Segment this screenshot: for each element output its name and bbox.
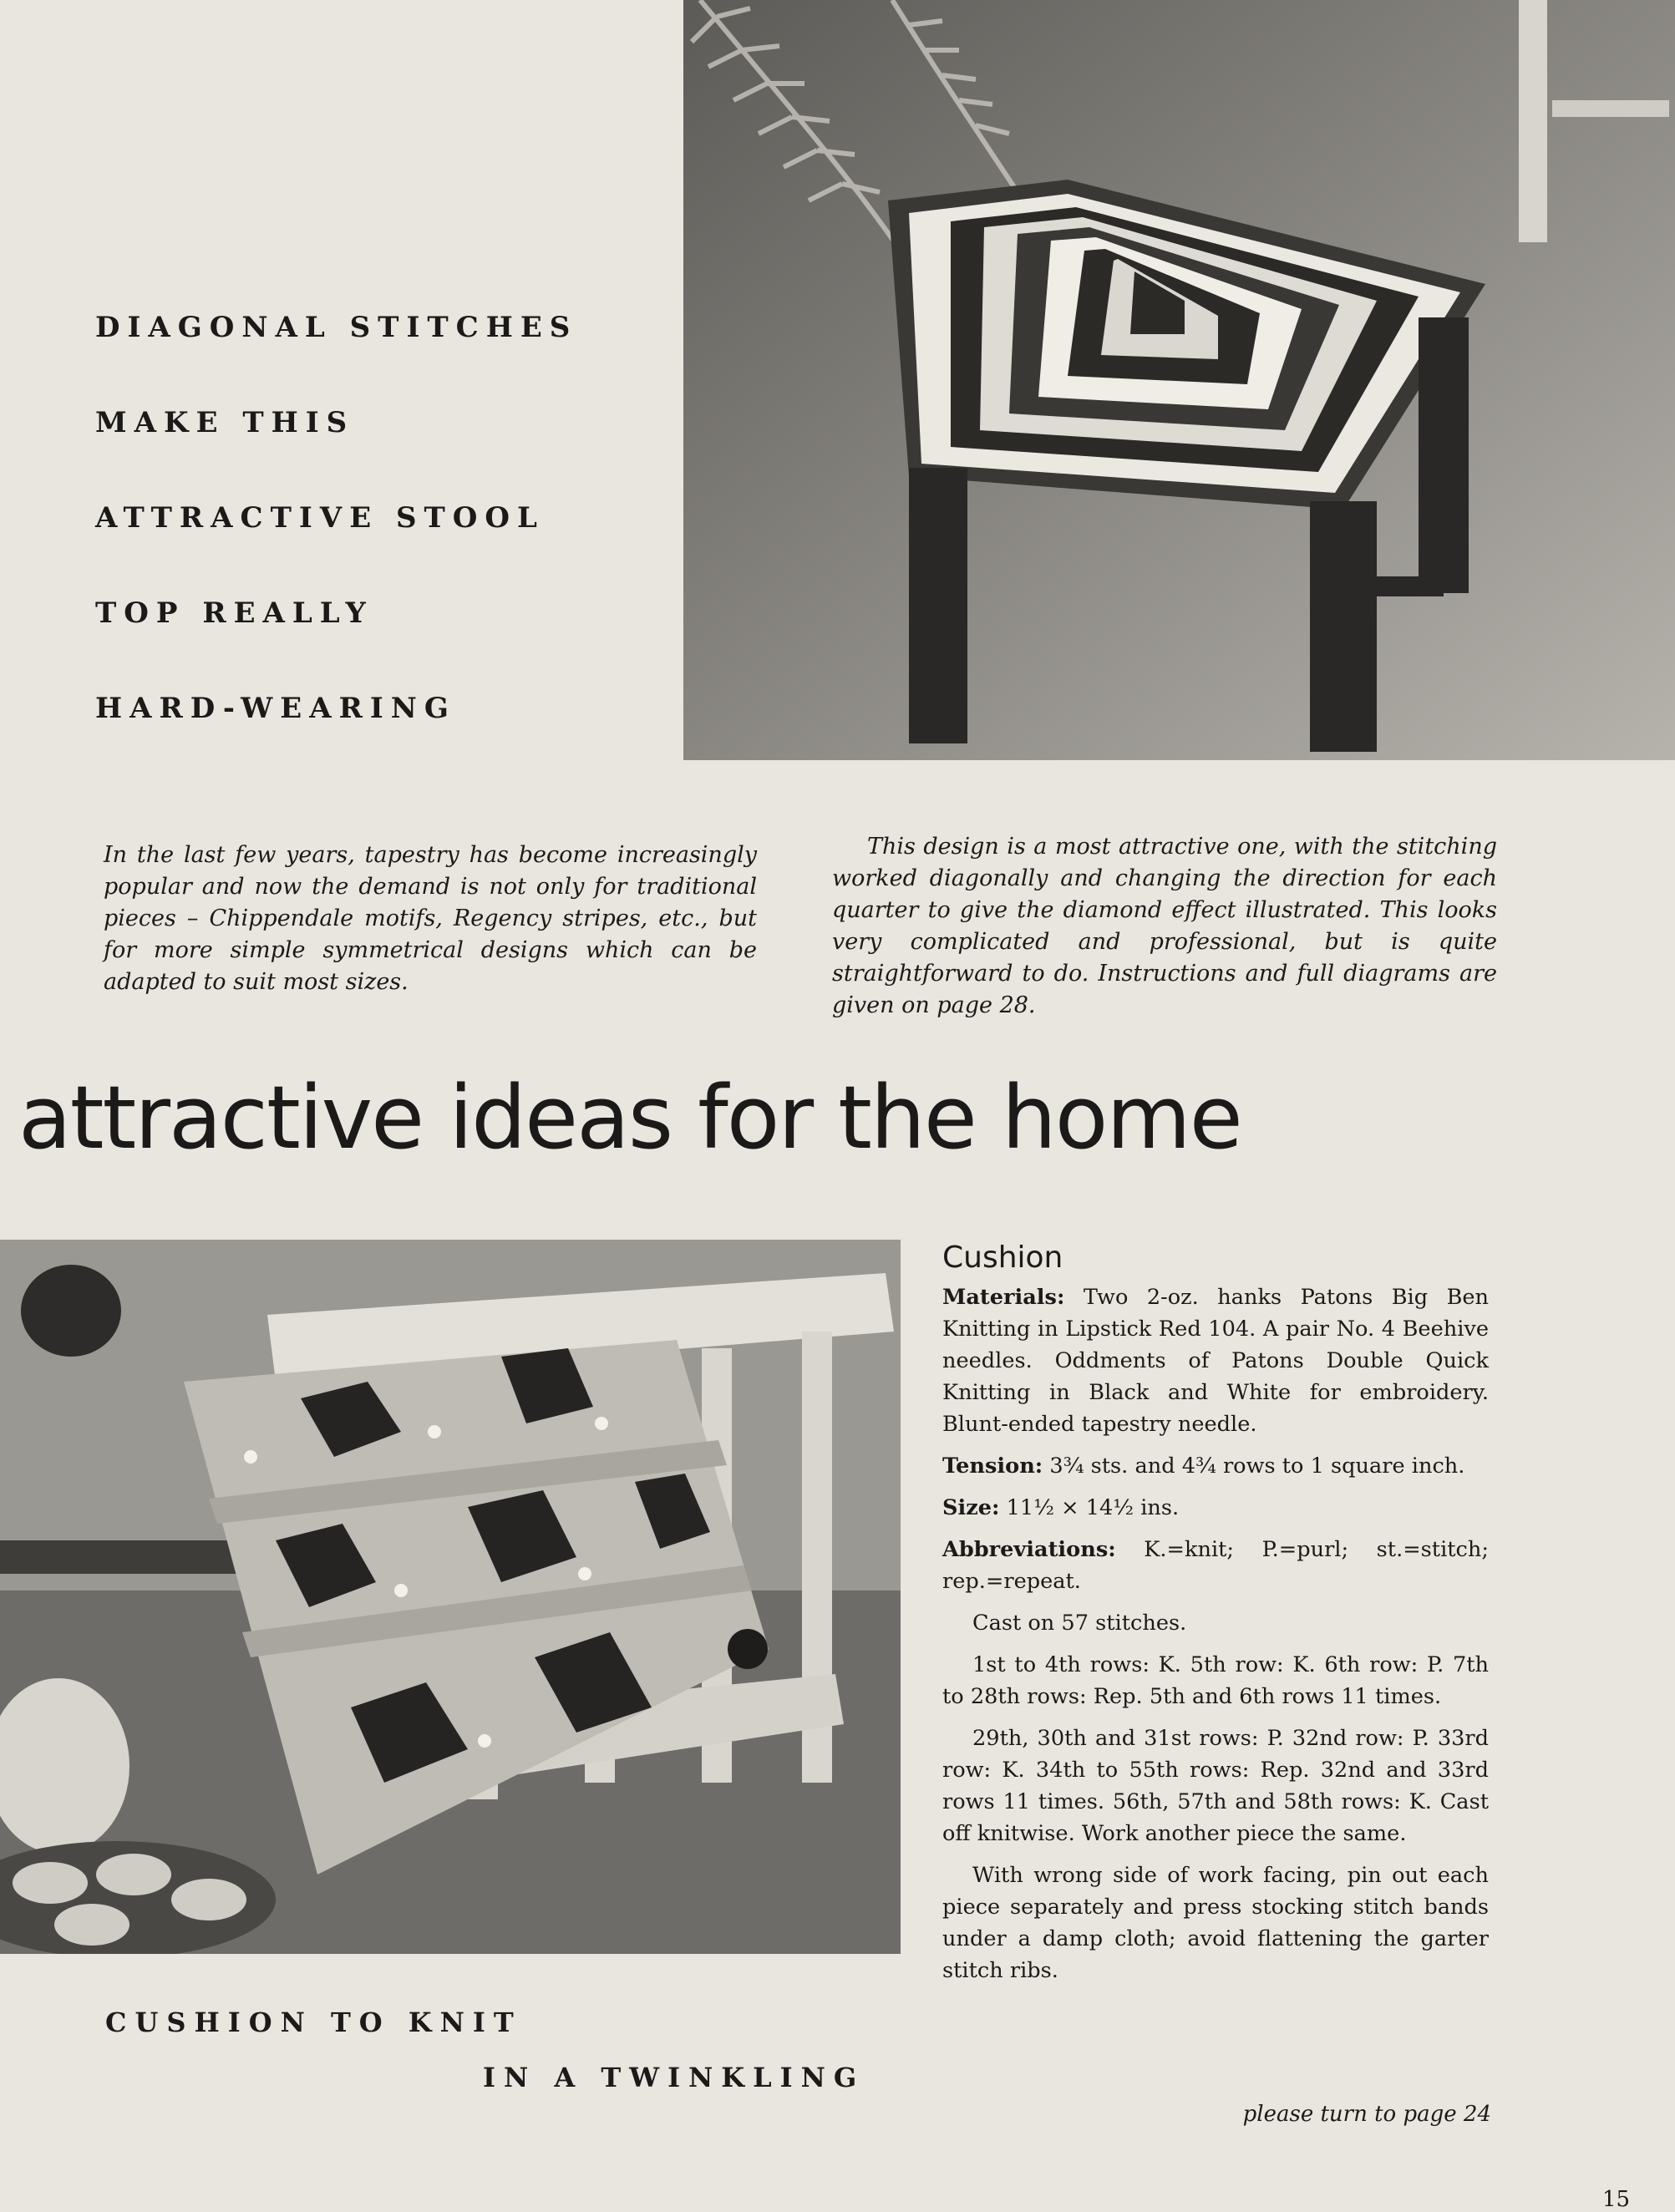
intro-paragraph-left: In the last few years, tapestry has become increasingly popular and now the demand is not only for traditional pieces – Chippendale motifs, Regency stripes, etc., but for more simple symmetrical designs which can be adapted to suit most sizes. <box>104 842 757 995</box>
stool-heading-line: TOP REALLY <box>95 596 373 630</box>
cushion-caption-line: CUSHION TO KNIT <box>105 2007 522 2038</box>
ladle-icon <box>21 1265 121 1357</box>
stool-heading <box>95 280 663 756</box>
tension-label: Tension: <box>942 1454 1043 1479</box>
abbreviations-text: K.=knit; P.=purl; st.=stitch; rep.=repeat. <box>942 1537 1489 1594</box>
stool-heading-line: HARD-WEARING <box>95 692 456 725</box>
stool-heading-line: MAKE THIS <box>95 406 355 439</box>
stool-heading-line: DIAGONAL STITCHES <box>95 311 578 344</box>
abbreviations-paragraph <box>942 1534 1489 1597</box>
continued-note: please turn to page 24 <box>1242 2102 1491 2127</box>
materials-label: Materials: <box>942 1285 1065 1310</box>
tension-text: 3¾ sts. and 4¾ rows to 1 square inch. <box>1049 1454 1465 1479</box>
cushion-caption-line: IN A TWINKLING <box>483 2062 865 2093</box>
cushion-pattern <box>942 1236 1489 1996</box>
size-text: 11½ × 14½ ins. <box>1006 1495 1180 1520</box>
intro-paragraph-right: This design is a most attractive one, with the stitching worked diagonally and changing the direction for each quarter to give the diamond effect illustrated. This looks very complicated and professional, but is quite straightforward to do. Instructions and full diagrams are given on page 28. <box>832 834 1497 1018</box>
instruction-step: 1st to 4th rows: K. 5th row: K. 6th row: P. 7th to 28th rows: Rep. 5th and 6th rows 11 times. <box>942 1652 1489 1709</box>
stool-illustration <box>683 0 1675 760</box>
cushion-illustration <box>0 1240 901 1954</box>
page-number: 15 <box>1602 2187 1631 2212</box>
stool-photo <box>683 0 1675 760</box>
size-label: Size: <box>942 1495 1000 1520</box>
instruction-step: Cast on 57 stitches. <box>972 1611 1187 1636</box>
instruction-step: With wrong side of work facing, pin out each piece separately and press stocking stitch bands under a damp cloth; avoid flattening the garter stitch ribs. <box>942 1863 1489 1983</box>
materials-paragraph <box>942 1281 1489 1440</box>
instruction-step: 29th, 30th and 31st rows: P. 32nd row: P. 33rd row: K. 34th to 55th rows: Rep. 32nd and 33rd rows 11 times. 56th, 57th and 58th rows: K. Cast off knitwise. Work another piece the same. <box>942 1726 1489 1846</box>
size-paragraph <box>942 1492 1489 1524</box>
stool-heading-line: ATTRACTIVE STOOL <box>95 501 545 535</box>
pattern-title: Cushion <box>942 1240 1063 1275</box>
cushion-photo <box>0 1240 901 1954</box>
page-title: attractive ideas for the home <box>18 1067 1241 1169</box>
materials-text: Two 2-oz. hanks Patons Big Ben Knitting in Lipstick Red 104. A pair No. 4 Beehive needles. Oddments of Patons Double Quick Knitting in Black and White for embroidery. Blunt-ended tapestry needle. <box>942 1285 1490 1437</box>
tension-paragraph <box>942 1450 1489 1482</box>
abbreviations-label: Abbreviations: <box>942 1537 1116 1562</box>
